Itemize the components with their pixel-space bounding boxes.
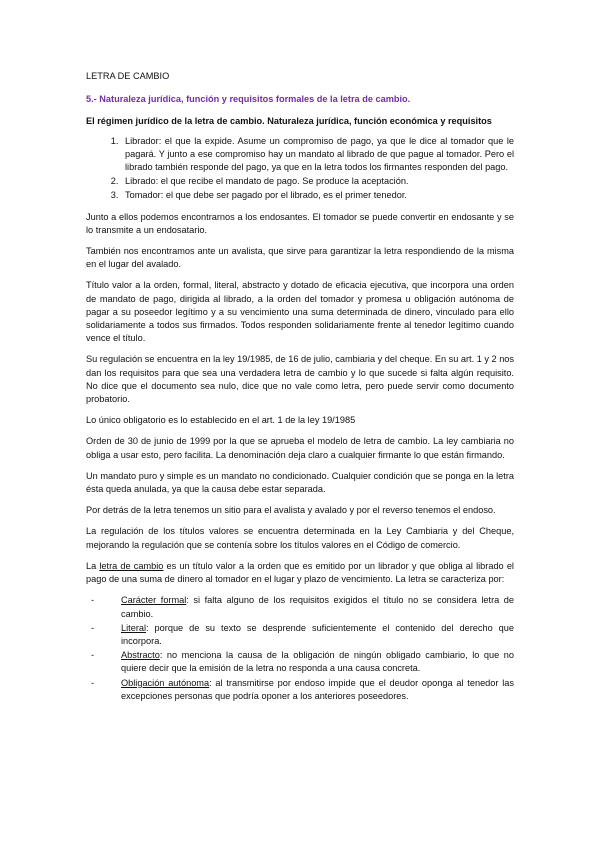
list-item (91, 649, 514, 675)
definition-lead: La (86, 560, 100, 571)
list-item (91, 622, 514, 648)
document-title: LETRA DE CAMBIO (86, 71, 170, 81)
list-item: 1. Librador: el que la expide. Asume un compromiso de pago, ya que le dice al tomador que le pagará. Y junto a ese compromiso hay un mandato al librado de que pague al tomador. Pero el librado también responde del pago, ya que en la letra todos los firmantes responden del pago. (121, 135, 514, 175)
feature-term: Obligación autónoma (121, 677, 210, 688)
feature-text: : porque de su texto se desprende suficientemente el contenido del derecho que incorpora. (121, 622, 514, 646)
dash-bullet: - (91, 595, 95, 606)
paragraph-definition (86, 560, 514, 586)
list-item: 3. Tomador: el que debe ser pagado por el librado, es el primer tenedor. (121, 189, 514, 202)
paragraph-reverso: Por detrás de la letra tenemos un sitio para el avalista y avalado y por el reverso tenemos el endoso. (86, 505, 496, 516)
paragraph-regulacion: Su regulación se encuentra en la ley 19/1985, de 16 de julio, cambiaria y del cheque. En su art. 1 y 2 nos dan los requisitos para que sea una verdadera letra de cambio y lo que sucede si falta algún requisito. No dice que el documento sea nulo, dice que no vale como letra, pero puede servir como documento probatorio. (86, 354, 515, 405)
paragraph-obligatorio: Lo único obligatorio es lo establecido en el art. 1 de la ley 19/1985 (86, 415, 356, 426)
feature-term: Abstracto (121, 650, 160, 661)
dash-bullet: - (91, 622, 95, 633)
list-item (91, 677, 514, 703)
paragraph-endosantes: Junto a ellos podemos encontrarnos a los endosantes. El tomador se puede convertir en endosante y se lo transmite a un endosatario. (86, 211, 514, 235)
feature-text: : si falta alguno de los requisitos exigidos el título no se considera letra de cambio. (121, 595, 515, 619)
feature-text: : al transmitirse por endoso impide que el deudor oponga al tenedor las excepciones personas que podría oponer a los anteriores poseedores. (121, 677, 514, 701)
feature-term: Carácter formal (121, 595, 187, 606)
list-item (91, 594, 515, 620)
paragraph-titulo-valor: Título valor a la orden, formal, literal, abstracto y dotado de eficacia ejecutiva, que incorpora una orden de mandato de pago, dirigida al librado, a la orden del tomador y promesa u obligación autónoma de pagar a su poseedor legítimo y a su vencimiento una suma determinada de dinero, vinculado para ello solidariamente a todos sus firmados. Todos responden solidariamente frente al tenedor legítimo cuando vence el título. (86, 280, 514, 344)
feature-term: Literal (121, 622, 147, 633)
document-page (86, 70, 514, 704)
paragraph-ley-cambiaria: La regulación de los títulos valores se encuentra determinada en la Ley Cambiaria y del Cheque, mejorando la regulación que se contenía sobre los títulos valores en el Código de comercio. (86, 526, 514, 550)
dash-bullet: - (91, 677, 95, 688)
parties-list (86, 135, 514, 203)
definition-term: letra de cambio (99, 560, 164, 571)
features-list (86, 594, 514, 703)
paragraph-orden: Orden de 30 de junio de 1999 por la que se aprueba el modelo de letra de cambio. La ley cambiaria no obliga a usar esto, pero facilita. La denominación deja claro a cualquier firmante lo que están firmando. (86, 436, 514, 460)
paragraph-avalista: También nos encontramos ante un avalista, que sirve para garantizar la letra respondiendo de la misma en el lugar del avalado. (86, 246, 514, 270)
feature-text: : no menciona la causa de la obligación de ningún obligado cambiario, lo que no quiere decir que la emisión de la letra no responda a una causa concreta. (121, 650, 514, 674)
dash-bullet: - (91, 650, 95, 661)
paragraph-mandato: Un mandato puro y simple es un mandato no condicionado. Cualquier condición que se ponga en la letra ésta queda anulada, ya que la causa debe estar separada. (86, 470, 514, 495)
list-item: 2. Librado: el que recibe el mandato de pago. Se produce la aceptación. (121, 175, 514, 188)
subsection-heading: El régimen jurídico de la letra de cambio. Naturaleza jurídica, función económica y requisitos (86, 116, 492, 127)
section-heading: 5.- Naturaleza jurídica, función y requisitos formales de la letra de cambio. (86, 94, 411, 105)
definition-rest: es un título valor a la orden que es emitido por un librador y que obliga al librado el pago de una suma de dinero al tomador en el lugar y plazo de vencimiento. La letra se caracteriza por: (86, 560, 514, 585)
